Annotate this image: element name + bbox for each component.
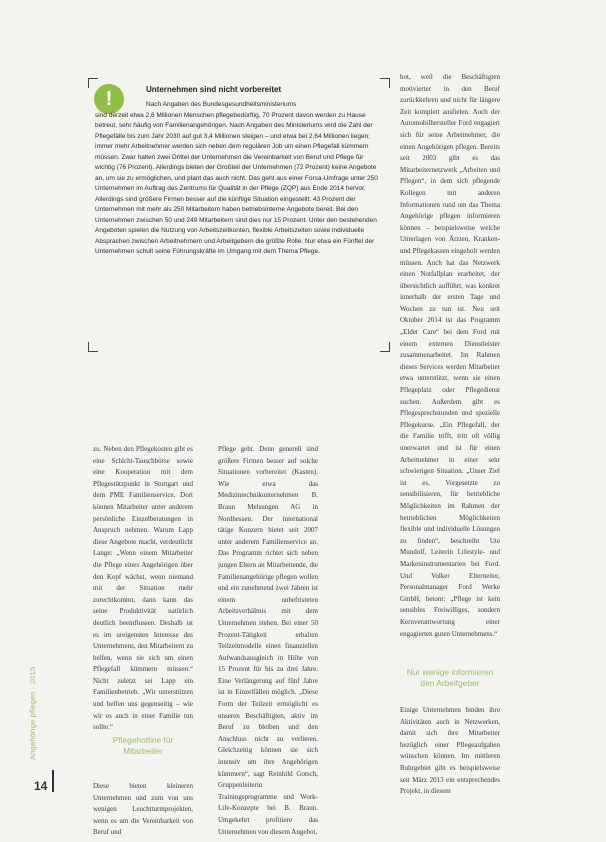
article-paragraph: Diese bieten kleineren Unternehmen und zum von uns wenigen Leuchtturmprojekten, wenn es um die Vereinbarkeit von Beruf und [93, 782, 193, 837]
article-paragraph: Einige Unternehmen binden ihre Aktivitäten auch in Netzwerken, damit sich ihre Mitarbeiter bezüglich einer Pflegeaufgaben wünschen können. Im mittleren Ruhrgebiet gibt es beispielsweise seit März 2013 ein entsprechendes Projekt, in diesem [400, 706, 500, 796]
info-box [88, 78, 390, 352]
article-column-left [93, 444, 193, 734]
article-column-middle [218, 444, 318, 838]
exclamation-icon: ! [94, 84, 124, 114]
article-column-left-bottom [93, 781, 193, 839]
margin-label [28, 640, 42, 760]
info-box-text [95, 100, 385, 258]
box-corner-bottom-right [380, 342, 390, 352]
info-box-text-first-line: Nach Angaben des Bundesgesundheitsministeriums [146, 101, 297, 108]
article-column-right-bottom [400, 705, 500, 798]
box-corner-top-left [88, 78, 98, 88]
subheading-left: Pflegehotline für Mitarbeiter [112, 735, 174, 756]
article-paragraph: Pflege geht. Denn generell sind größere Firmen besser auf solche Situationen vorbereitet (Kasten). Wie etwa das Medizintechnikunternehmen B. Braun Melsungen AG in Nordhessen. Der international tätige Konzern bietet seit 2007 unter anderem Familienservice an. Das Programm richtet sich neben jungen Eltern an Mitarbeitende, die Familienangehörige pflegen wollen und ein zunehmend zwei Jahren ist einem unbefristeten Arbeitsverhältnis mit dem Unternehmen stehen. Bei einer 50 Prozent-Tätigkeit erhalten Teilzeitmodelle einen finanziellen Aufwandsausgleich in Höhe von 15 Prozent für bis zu drei Jahre. Eine Verlängerung auf fünf Jahre ist in Einzelfällen möglich. „Diese Form der Teilzeit ermöglicht es unseren Beschäftigten, aktiv im Beruf zu bleiben und den Anschluss nicht zu verlieren. Gleichzeitig können sie sich intensiv um ihre Angehörigen kümmern“, sagt Reinhild Gotsch, Gruppenleiterin Trainingsprogramme und Work-Life-Konzepte bei B. Braun. Umgekehrt profitiere das Unternehmen von diesem Angebot, [218, 445, 318, 836]
info-box-text-body: sind derzeit etwa 2,6 Millionen Menschen pflegebedürftig, 70 Prozent davon werden zu Hause betreut, sehr häufig von Familienangehörigen. Nach Angaben des Ministeriums wird die Zahl der Pflegefälle bis zum Jahr 2030 auf gut 3,4 Millionen steigen – und etwa bei 2,64 Millionen liegen; immer mehr Arbeitnehmer werden sich neben dem regulären Job um einen Pflegefall kümmern müssen. Zwar halten zwei Drittel der Unternehmen die Vereinbarkeit von Beruf und Pflege für wichtig (76 Prozent). Allerdings bieten der Großteil der Unternehmen (72 Prozent) keine Angebote an, um sie zu ermöglichen, und plant das auch nicht. Das geht aus einer Forsa-Umfrage unter 250 Unternehmen im Auftrag des Zentrums für Qualität in der Pflege (ZQP) aus Ende 2014 hervor. Allerdings sind größere Firmen besser auf die künftige Situation eingestellt: 43 Prozent der Unternehmen mit mehr als 250 Mitarbeitern haben betriebsinterne Angebote bereit. Bei den Unternehmen zwischen 50 und 249 Mitarbeitern sind dies nur 15 Prozent. Unter den bestehenden Angeboten spielen die Nutzung von Arbeitszeitkonten, flexible Arbeitszeiten sowie individuelle Absprachen zwischen Arbeitnehmern und Arbeitgebern die größte Rolle. Nur etwa ein Fünftel der Unternehmen schult seine Führungskräfte im Umgang mit dem Thema Pflege. [95, 111, 378, 255]
article-paragraph: zu. Neben den Pflegekosten gibt es eine Schicht-Tauschbörse sowie eine Kooperation mit dem Pflegestützpunkt in Stuttgart und dem PME Familienservice. Dort können Mitarbeiter unter anderem persönliche Einzelberatungen in Anspruch nehmen. Warum Lapp diese Angebote macht, verdeutlicht Lange: „Wenn einem Mitarbeiter die Pflege eines Angehörigen über den Kopf wächst, wenn niemand mit der Situation mehr zurechtkommt, dann kann das seine Produktivität natürlich deutlich beeinflussen. Deshalb ist es im ureigensten Interesse des Unternehmens, den Mitarbeitern zu helfen, wenn sie sich um einen Pflegefall kümmern müssen.“ Nicht zuletzt sei Lapp ein Familienbetrieb. „Wir unterstützen und helfen uns gegenseitig – wie wir es auch in einer Familie tun sollte.“ [93, 445, 193, 732]
info-box-title: Unternehmen sind nicht vorbereitet [146, 85, 282, 94]
page-number-rule [52, 770, 54, 792]
subheading-right: Nur wenige informieren den Arbeitgeber [406, 667, 494, 688]
box-corner-top-right [380, 78, 390, 88]
article-column-right [400, 72, 500, 640]
page-number: 14 [34, 779, 48, 793]
article-paragraph: bot, weil die Beschäftigten motivierter in den Beruf zurückkehren und nicht für längere Zeit komplett ausfielen. Auch der Automobilhersteller Ford engagiert sich für seine Arbeitnehmer, die einen Angehörigen pflegen. Bereits seit 2003 gibt es das Mitarbeiternetzwerk „Arbeiten und Pflegen“, in dem sich pflegende Kollegen mit anderen Informationen rund um das Thema Angehörige pflegen informieren können – beispielsweise welche Unterlagen von Ärzten, Kranken- und Pflegekassen eingeholt werden müssen. Auch hat das Netzwerk einen Notfallplan erarbeitet, der übersichtlich aufführt, was konkret innerhalb der ersten Tage und Wochen zu tun ist. Neu seit Oktober 2014 ist das Programm „Elder Care“ bei dem Ford mit einem externen Dienstleister zusammenarbeitet. Im Rahmen dieses Services werden Mitarbeiter etwa unterstützt, wenn sie einen Pflegeplatz oder Pflegedienst suchen. Außerdem gibt es Pflegesprechstunden und spezielle Pflegekurse. „Ein Pflegefall, der die Familie trifft, tritt oft völlig unerwartet und ist für einen Arbeitnehmer in einer sehr schwierigen Situation. „Unser Ziel ist es, Vorgesetzte zu sensibilisieren, für betriebliche Möglichkeiten im Rahmen der betrieblichen Möglichkeiten flexible und individuelle Lösungen zu finden“, beschreibt Ute Mundolf, Leiterin Lifestyle- und Markeninstrumentarien bei Ford. Und Volker Elterneiter, Personalmanager Ford Werke GmbH, betont: „Pflege ist kein sensibles Freiwilliges, sondern Kernverantwortung einer engagierten guten Unternehmens.“ [400, 73, 500, 638]
box-corner-bottom-left [88, 342, 98, 352]
margin-label-text: Angehörige pflegen · 2015 [28, 666, 37, 760]
